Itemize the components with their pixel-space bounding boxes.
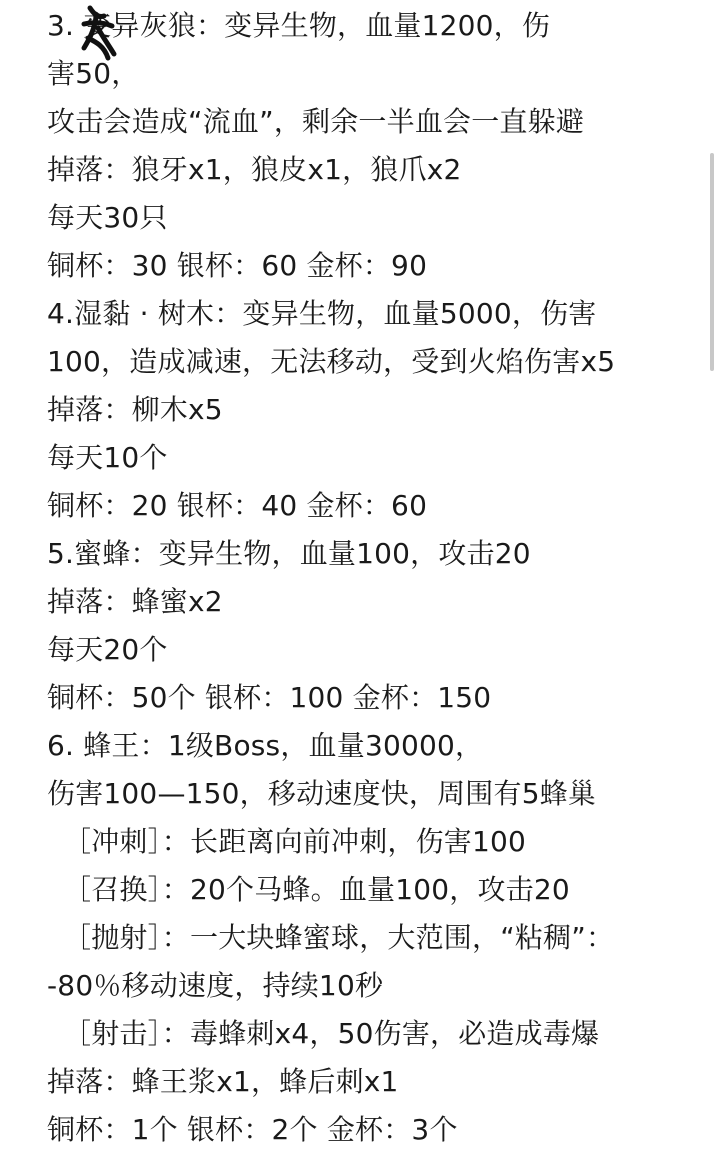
- note-line-12: 5.蜜蜂：变异生物，血量100，攻击20: [47, 537, 531, 570]
- note-line-23: 掉落：蜂王浆x1，蜂后刺x1: [47, 1065, 399, 1098]
- note-line-1: 3. 变异灰狼：变异生物，血量1200，伤: [47, 9, 551, 42]
- note-line-8: 100，造成减速，无法移动，受到火焰伤害x5: [47, 345, 616, 378]
- note-line-15: 铜杯：50个 银杯：100 金杯：150: [47, 681, 492, 714]
- note-line-21: -80％移动速度，持续10秒: [47, 969, 384, 1002]
- note-line-2: 害50，: [47, 57, 140, 90]
- note-line-5: 每天30只: [47, 201, 168, 234]
- note-line-16: 6. 蜂王：1级Boss，血量30000，: [47, 729, 484, 762]
- note-line-22: ［射击］：毒蜂刺x4，50伤害，必造成毒爆: [63, 1017, 600, 1050]
- note-line-10: 每天10个: [47, 441, 168, 474]
- note-content: [47, 2, 707, 1154]
- note-line-3: 攻击会造成“流血”，剩余一半血会一直躲避: [47, 105, 585, 138]
- note-line-18: ［冲刺］：长距离向前冲刺，伤害100: [63, 825, 527, 858]
- note-line-20: ［抛射］：一大块蜂蜜球，大范围，“粘稠”：: [63, 921, 615, 954]
- note-line-24: 铜杯：1个 银杯：2个 金杯：3个: [47, 1113, 458, 1146]
- note-line-11: 铜杯：20 银杯：40 金杯：60: [47, 489, 428, 522]
- note-line-17: 伤害100—150，移动速度快，周围有5蜂巢: [47, 777, 597, 810]
- note-line-13: 掉落：蜂蜜x2: [47, 585, 223, 618]
- note-line-14: 每天20个: [47, 633, 168, 666]
- note-line-6: 铜杯：30 银杯：60 金杯：90: [47, 249, 428, 282]
- note-line-9: 掉落：柳木x5: [47, 393, 223, 426]
- ink-scribble-icon: [78, 4, 118, 62]
- note-line-19: ［召换］：20个马蜂。血量100，攻击20: [63, 873, 570, 906]
- vertical-scrollbar[interactable]: [710, 153, 714, 371]
- note-line-7: 4.湿黏 · 树木：变异生物，血量5000，伤害: [47, 297, 597, 330]
- note-line-4: 掉落：狼牙x1，狼皮x1，狼爪x2: [47, 153, 462, 186]
